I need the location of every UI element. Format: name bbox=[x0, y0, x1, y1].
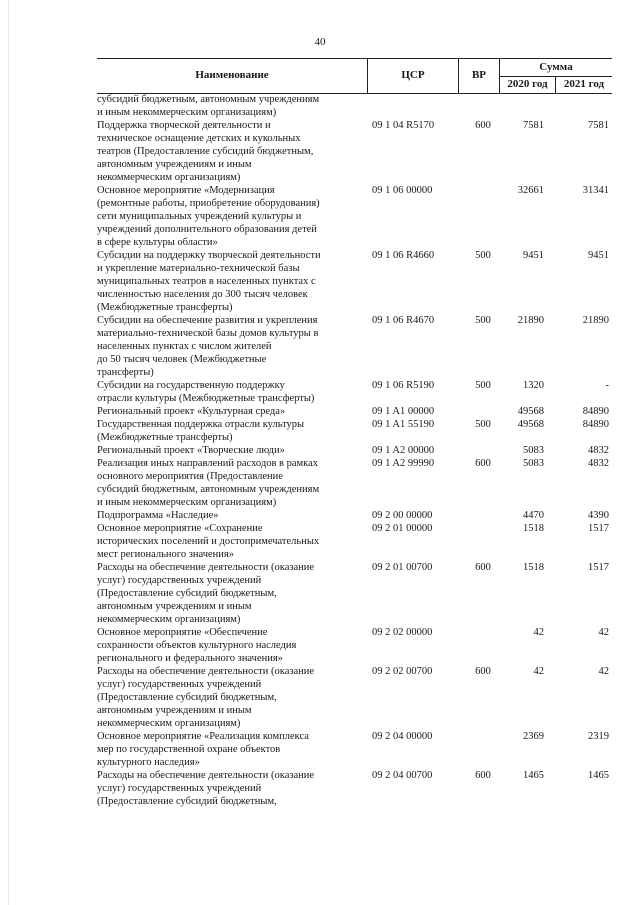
table-row bbox=[97, 561, 612, 626]
header-year-2021: 2021 год bbox=[563, 78, 605, 90]
row-sum-2020: 5083 bbox=[523, 458, 544, 469]
row-sum-2020: 49568 bbox=[517, 419, 544, 430]
row-csr: 09 1 06 R5190 bbox=[372, 380, 435, 391]
row-name: Основное мероприятие «Реализация комплекса мер по государственной охране объектов культурного наследия» bbox=[97, 731, 309, 768]
row-csr: 09 2 01 00700 bbox=[372, 562, 433, 573]
row-csr: 09 2 00 00000 bbox=[372, 510, 433, 521]
row-sum-2021: 84890 bbox=[582, 419, 609, 430]
table-row bbox=[97, 444, 612, 457]
row-csr: 09 1 A1 00000 bbox=[372, 406, 435, 417]
table-row bbox=[97, 626, 612, 665]
row-sum-2020: 2369 bbox=[523, 731, 544, 742]
table-row bbox=[97, 184, 612, 249]
row-sum-2021: 1517 bbox=[588, 562, 609, 573]
row-name: Расходы на обеспечение деятельности (оказание услуг) государственных учреждений (Предоставление субсидий бюджетным, автономным учреждениям и иным некоммерческим организациям) bbox=[97, 666, 315, 729]
row-sum-2021: 42 bbox=[598, 627, 609, 638]
table-row bbox=[97, 730, 612, 769]
row-vr: 600 bbox=[475, 120, 491, 131]
row-sum-2021: - bbox=[605, 380, 609, 391]
row-name: Субсидии на обеспечение развития и укрепления материально-технической базы домов культуры в населенных пунктах с числом жителей до 50 тысяч человек (Межбюджетные трансферты) bbox=[97, 315, 319, 378]
row-sum-2021: 2319 bbox=[588, 731, 609, 742]
row-csr: 09 1 06 00000 bbox=[372, 185, 433, 196]
row-vr: 600 bbox=[475, 562, 491, 573]
row-sum-2021: 9451 bbox=[588, 250, 609, 261]
table-row bbox=[97, 119, 612, 184]
row-vr: 500 bbox=[475, 380, 491, 391]
table-row bbox=[97, 665, 612, 730]
row-vr: 600 bbox=[475, 666, 491, 677]
row-vr: 600 bbox=[475, 458, 491, 469]
row-name: Основное мероприятие «Модернизация (ремонтные работы, приобретение оборудования) сети муниципальных учреждений культуры и учреждений дополнительного образования детей в сфере культуры области» bbox=[97, 185, 320, 248]
row-csr: 09 2 04 00700 bbox=[372, 770, 433, 781]
row-csr: 09 2 02 00700 bbox=[372, 666, 433, 677]
row-sum-2020: 9451 bbox=[523, 250, 544, 261]
row-vr: 600 bbox=[475, 770, 491, 781]
row-vr: 500 bbox=[475, 250, 491, 261]
table-header bbox=[97, 58, 612, 94]
row-csr: 09 1 A2 99990 bbox=[372, 458, 435, 469]
row-sum-2021: 7581 bbox=[588, 120, 609, 131]
row-vr: 500 bbox=[475, 315, 491, 326]
row-name: Расходы на обеспечение деятельности (оказание услуг) государственных учреждений (Предоставление субсидий бюджетным, bbox=[97, 770, 315, 807]
table-row bbox=[97, 314, 612, 379]
row-name: Основное мероприятие «Сохранение исторических поселений и достопримечательных мест регионального значения» bbox=[97, 523, 320, 560]
table-row bbox=[97, 379, 612, 405]
row-sum-2020: 49568 bbox=[517, 406, 544, 417]
row-sum-2021: 31341 bbox=[582, 185, 609, 196]
row-name: субсидий бюджетным, автономным учреждениям и иным некоммерческим организациям) bbox=[97, 94, 320, 118]
row-sum-2020: 1320 bbox=[523, 380, 544, 391]
row-sum-2020: 42 bbox=[533, 666, 544, 677]
row-sum-2020: 1465 bbox=[523, 770, 544, 781]
row-csr: 09 1 06 R4660 bbox=[372, 250, 435, 261]
row-sum-2020: 5083 bbox=[523, 445, 544, 456]
row-name: Субсидии на государственную поддержку отрасли культуры (Межбюджетные трансферты) bbox=[97, 380, 315, 404]
row-sum-2020: 32661 bbox=[517, 185, 544, 196]
row-name: Региональный проект «Культурная среда» bbox=[97, 406, 286, 417]
table-row bbox=[97, 249, 612, 314]
row-sum-2020: 1518 bbox=[523, 523, 544, 534]
row-sum-2021: 4832 bbox=[588, 445, 609, 456]
row-name: Основное мероприятие «Обеспечение сохранности объектов культурного наследия регионального и федерального значения» bbox=[97, 627, 297, 664]
row-vr: 500 bbox=[475, 419, 491, 430]
table-row bbox=[97, 418, 612, 444]
row-name: Расходы на обеспечение деятельности (оказание услуг) государственных учреждений (Предоставление субсидий бюджетным, автономным учреждениям и иным некоммерческим организациям) bbox=[97, 562, 315, 625]
row-sum-2020: 21890 bbox=[517, 315, 544, 326]
row-sum-2020: 4470 bbox=[523, 510, 544, 521]
row-sum-2020: 1518 bbox=[523, 562, 544, 573]
row-csr: 09 1 04 R5170 bbox=[372, 120, 435, 131]
header-year-2020: 2020 год bbox=[507, 78, 548, 90]
table-row bbox=[97, 405, 612, 418]
row-name: Реализация иных направлений расходов в рамках основного мероприятия (Предоставление субсидий бюджетным, автономным учреждениям и иным некоммерческим организациям) bbox=[97, 458, 320, 508]
row-name: Государственная поддержка отрасли культуры (Межбюджетные трансферты) bbox=[97, 419, 305, 443]
scan-margin-line bbox=[8, 0, 9, 905]
header-sum: Сумма bbox=[539, 61, 573, 73]
table-row bbox=[97, 769, 612, 808]
row-name: Подпрограмма «Наследие» bbox=[97, 510, 219, 521]
table-body bbox=[97, 93, 612, 808]
row-sum-2021: 84890 bbox=[582, 406, 609, 417]
row-sum-2021: 4390 bbox=[588, 510, 609, 521]
row-sum-2020: 42 bbox=[533, 627, 544, 638]
row-csr: 09 2 04 00000 bbox=[372, 731, 433, 742]
table-row bbox=[97, 457, 612, 509]
row-sum-2021: 21890 bbox=[582, 315, 609, 326]
row-csr: 09 1 A1 55190 bbox=[372, 419, 435, 430]
row-sum-2021: 1465 bbox=[588, 770, 609, 781]
row-csr: 09 1 A2 00000 bbox=[372, 445, 435, 456]
table-row bbox=[97, 509, 612, 522]
row-sum-2021: 4832 bbox=[588, 458, 609, 469]
table-row bbox=[97, 93, 612, 119]
row-sum-2021: 42 bbox=[598, 666, 609, 677]
row-sum-2021: 1517 bbox=[588, 523, 609, 534]
row-name: Субсидии на поддержку творческой деятельности и укрепление материально-технической базы муниципальных театров в населенных пунктах с численностью населения до 300 тысяч человек (Межбюджетные трансферты) bbox=[97, 250, 321, 313]
row-csr: 09 2 01 00000 bbox=[372, 523, 433, 534]
row-sum-2020: 7581 bbox=[523, 120, 544, 131]
row-csr: 09 2 02 00000 bbox=[372, 627, 433, 638]
row-csr: 09 1 06 R4670 bbox=[372, 315, 435, 326]
row-name: Региональный проект «Творческие люди» bbox=[97, 445, 285, 456]
header-vr: ВР bbox=[471, 69, 487, 81]
row-name: Поддержка творческой деятельности и техническое оснащение детских и кукольных театров (Предоставление субсидий бюджетным, автономным учреждениям и иным некоммерческим организациям) bbox=[97, 120, 314, 183]
page-number: 40 bbox=[314, 36, 326, 48]
header-csr: ЦСР bbox=[401, 69, 425, 81]
header-name: Наименование bbox=[195, 69, 269, 81]
table-row bbox=[97, 522, 612, 561]
